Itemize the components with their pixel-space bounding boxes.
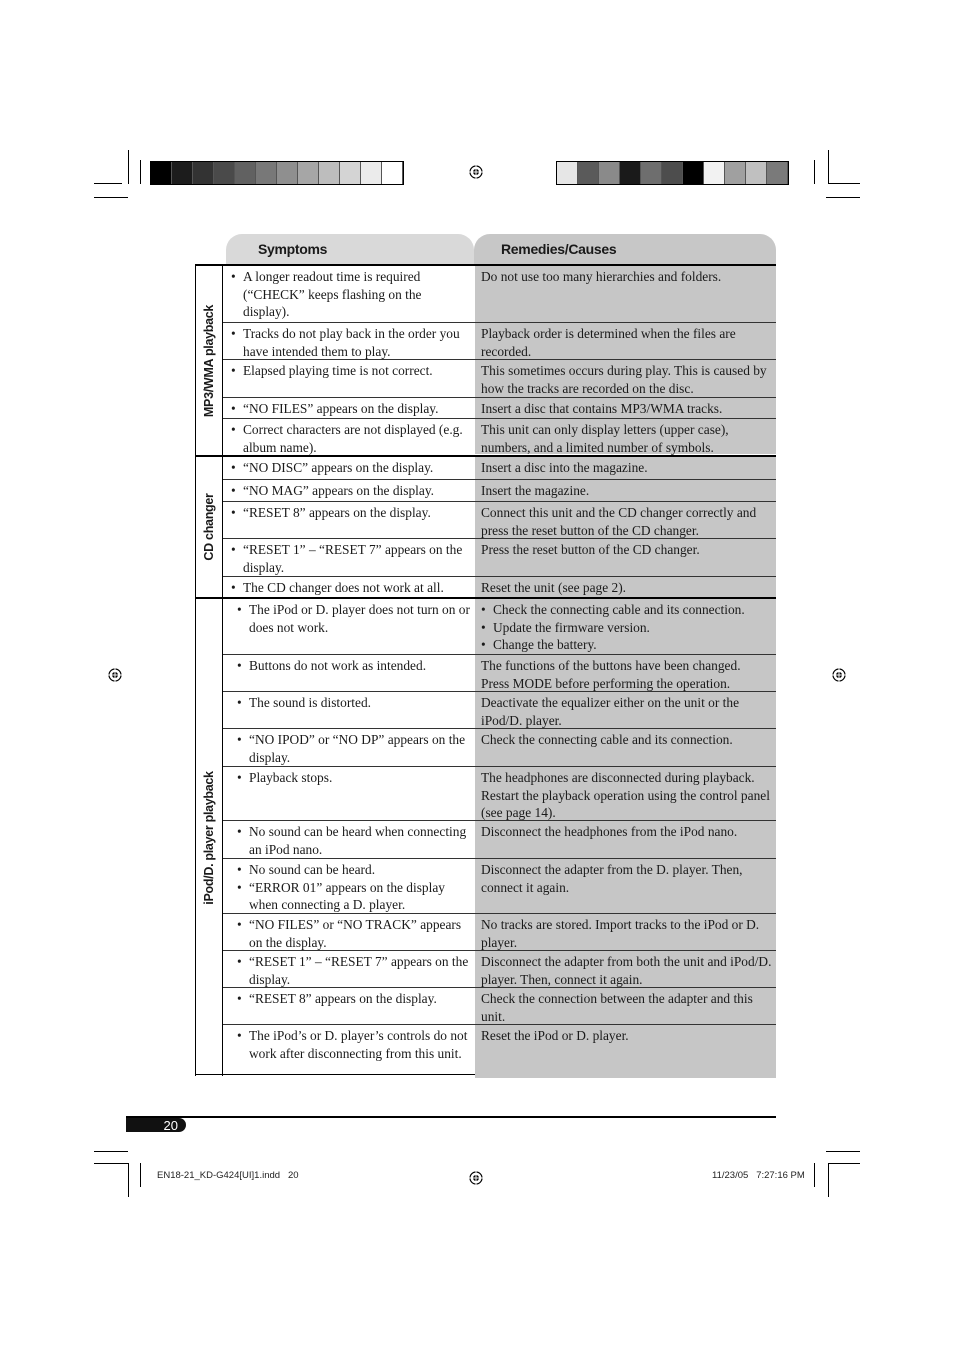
- remedy-text: Do not use too many hierarchies and folders.: [481, 269, 722, 284]
- remedy-text: Deactivate the equalizer either on the unit or the iPod/D. player.: [481, 695, 740, 728]
- table-row: [223, 457, 776, 479]
- color-swatch: [235, 162, 256, 184]
- symptom-text: • No sound can be heard when connecting an iPod nano.: [237, 823, 471, 858]
- remedy-text: The headphones are disconnected during playback. Restart the playback operation using the control panel (see page 14).: [481, 770, 770, 821]
- symptom-text: • “NO DISC” appears on the display.: [231, 459, 471, 477]
- color-swatch: [641, 162, 662, 184]
- remedy-cell: [475, 729, 776, 766]
- remedy-text: Check the connecting cable and its connection.: [481, 732, 733, 747]
- table-row: [223, 479, 776, 501]
- table-row: [223, 1024, 776, 1078]
- section-mp3-wma: [195, 266, 776, 455]
- color-swatch: [683, 162, 704, 184]
- color-swatch: [193, 162, 214, 184]
- symptom-cell: [223, 502, 475, 538]
- symptom-text: • “RESET 8” appears on the display.: [231, 504, 471, 522]
- remedy-text: Connect this unit and the CD changer correctly and press the reset button of the CD changer.: [481, 505, 757, 538]
- symptom-cell: [223, 951, 475, 987]
- color-swatch: [578, 162, 599, 184]
- symptom-cell: [223, 577, 475, 597]
- remedy-text: Insert the magazine.: [481, 483, 590, 498]
- remedy-text: Disconnect the adapter from the D. player. Then, connect it again.: [481, 862, 743, 895]
- symptom-cell: [223, 914, 475, 950]
- remedy-text: Press the reset button of the CD changer.: [481, 542, 700, 557]
- symptom-text: • “RESET 1” – “RESET 7” appears on the display.: [231, 541, 471, 576]
- section-label: CD changer: [196, 457, 223, 597]
- table-row: [223, 987, 776, 1024]
- color-swatch: [620, 162, 641, 184]
- remedy-cell: [475, 502, 776, 538]
- remedy-cell: [475, 577, 776, 597]
- table-row: [223, 397, 776, 418]
- symptom-text: • No sound can be heard.: [237, 861, 471, 879]
- remedy-text: Playback order is determined when the files are recorded.: [481, 326, 736, 359]
- table-row: [223, 359, 776, 397]
- symptom-cell: [223, 457, 475, 479]
- symptom-cell: [223, 360, 475, 397]
- color-swatch: [172, 162, 193, 184]
- symptom-text: • A longer readout time is required (“CHECK” keeps flashing on the display).: [231, 268, 471, 321]
- color-swatch: [704, 162, 725, 184]
- color-swatch: [382, 162, 403, 184]
- symptom-text: • Correct characters are not displayed (e.g. album name).: [231, 421, 471, 456]
- remedy-text: Disconnect the adapter from both the unit and iPod/D. player. Then, connect it again.: [481, 954, 772, 987]
- remedy-text: Reset the unit (see page 2).: [481, 580, 627, 595]
- table-row: [223, 322, 776, 359]
- symptom-cell: [223, 323, 475, 359]
- registration-mark-icon: [108, 668, 122, 682]
- symptom-cell: [223, 539, 475, 576]
- remedy-cell: [475, 767, 776, 820]
- remedy-text: Disconnect the headphones from the iPod nano.: [481, 824, 738, 839]
- symptom-cell: [223, 398, 475, 418]
- symptom-cell: [223, 599, 475, 654]
- remedy-cell: [475, 599, 776, 654]
- table-row: [223, 538, 776, 576]
- symptom-cell: [223, 767, 475, 820]
- symptom-text: • The sound is distorted.: [237, 694, 471, 712]
- symptom-text: • Playback stops.: [237, 769, 471, 787]
- symptom-cell: [223, 729, 475, 766]
- color-calibration-bar-right: [556, 161, 789, 185]
- remedy-cell: [475, 323, 776, 359]
- color-swatch: [746, 162, 767, 184]
- remedy-cell: [475, 692, 776, 728]
- symptom-text: • The iPod’s or D. player’s controls do not work after disconnecting from this unit.: [237, 1027, 471, 1062]
- page-rule: [126, 1116, 776, 1118]
- date-slug: 11/23/05 7:27:16 PM: [712, 1170, 805, 1181]
- remedy-cell: [475, 360, 776, 397]
- color-swatch: [361, 162, 382, 184]
- remedy-cell: [475, 655, 776, 691]
- remedy-cell: [475, 859, 776, 913]
- remedy-text: The functions of the buttons have been changed. Press MODE before performing the operation.: [481, 658, 741, 691]
- file-slug: EN18-21_KD-G424[UI]1.indd 20: [157, 1170, 299, 1181]
- remedy-text: This sometimes occurs during play. This is caused by how the tracks are recorded on the disc.: [481, 363, 767, 396]
- color-swatch: [151, 162, 172, 184]
- remedy-cell: [475, 480, 776, 501]
- remedy-cell: [475, 539, 776, 576]
- color-swatch: [767, 162, 788, 184]
- color-swatch: [214, 162, 235, 184]
- remedy-cell: [475, 419, 776, 454]
- remedy-cell: [475, 914, 776, 950]
- troubleshooting-table: [195, 264, 776, 1075]
- section-ipod-player: [195, 597, 776, 1076]
- table-row: [223, 576, 776, 597]
- symptom-text: • The CD changer does not work at all.: [231, 579, 471, 597]
- remedy-text: Insert a disc that contains MP3/WMA tracks.: [481, 401, 723, 416]
- remedy-text: • Update the firmware version.: [481, 619, 772, 637]
- symptom-cell: [223, 419, 475, 454]
- remedy-cell: [475, 988, 776, 1024]
- symptom-text: • “NO IPOD” or “NO DP” appears on the display.: [237, 731, 471, 766]
- registration-mark-icon: [469, 165, 483, 179]
- color-swatch: [277, 162, 298, 184]
- color-swatch: [319, 162, 340, 184]
- color-swatch: [599, 162, 620, 184]
- symptom-cell: [223, 480, 475, 501]
- symptom-cell: [223, 988, 475, 1024]
- symptom-text: • “ERROR 01” appears on the display when connecting a D. player.: [237, 879, 471, 914]
- table-row: [223, 820, 776, 858]
- color-swatch: [256, 162, 277, 184]
- table-row: [223, 950, 776, 987]
- remedy-cell: [475, 951, 776, 987]
- symptom-text: • Tracks do not play back in the order you have intended them to play.: [231, 325, 471, 360]
- table-row: [223, 728, 776, 766]
- table-row: [223, 766, 776, 820]
- symptom-text: • “RESET 8” appears on the display.: [237, 990, 471, 1008]
- table-row: [223, 858, 776, 913]
- remedy-cell: [475, 457, 776, 479]
- symptom-text: • “RESET 1” – “RESET 7” appears on the display.: [237, 953, 471, 988]
- color-swatch: [725, 162, 746, 184]
- color-swatch: [340, 162, 361, 184]
- symptom-cell: [223, 1025, 475, 1078]
- remedy-cell: [475, 398, 776, 418]
- remedy-text: Insert a disc into the magazine.: [481, 460, 648, 475]
- table-row: [223, 599, 776, 654]
- symptom-text: • “NO MAG” appears on the display.: [231, 482, 471, 500]
- color-swatch: [298, 162, 319, 184]
- table-row: [223, 501, 776, 538]
- symptom-text: • Elapsed playing time is not correct.: [231, 362, 471, 380]
- table-row: [223, 691, 776, 728]
- symptoms-header: Symptoms: [226, 234, 474, 264]
- symptom-text: • Buttons do not work as intended.: [237, 657, 471, 675]
- registration-mark-icon: [469, 1171, 483, 1185]
- registration-mark-icon: [832, 668, 846, 682]
- color-calibration-bar-left: [150, 161, 404, 185]
- page-number: 20: [126, 1118, 186, 1132]
- symptom-text: • “NO FILES” or “NO TRACK” appears on the display.: [237, 916, 471, 951]
- remedies-header: Remedies/Causes: [474, 234, 776, 264]
- section-label: MP3/WMA playback: [196, 266, 223, 455]
- symptom-cell: [223, 692, 475, 728]
- table-row: [223, 654, 776, 691]
- remedy-cell: [475, 1025, 776, 1078]
- symptom-text: • The iPod or D. player does not turn on or does not work.: [237, 601, 471, 636]
- symptom-cell: [223, 821, 475, 858]
- remedy-text: No tracks are stored. Import tracks to the iPod or D. player.: [481, 917, 760, 950]
- symptom-cell: [223, 655, 475, 691]
- remedy-cell: [475, 266, 776, 322]
- remedy-text: Reset the iPod or D. player.: [481, 1028, 629, 1043]
- remedy-text: • Check the connecting cable and its connection.: [481, 601, 772, 619]
- table-row: [223, 913, 776, 950]
- remedy-cell: [475, 821, 776, 858]
- remedy-text: • Change the battery.: [481, 636, 772, 654]
- remedy-text: Check the connection between the adapter and this unit.: [481, 991, 753, 1024]
- table-row: [223, 266, 776, 322]
- color-swatch: [662, 162, 683, 184]
- remedy-text: This unit can only display letters (upper case), numbers, and a limited number of symbols.: [481, 422, 729, 455]
- table-row: [223, 418, 776, 454]
- section-label: iPod/D. player playback: [196, 599, 223, 1076]
- symptom-cell: [223, 859, 475, 913]
- symptom-cell: [223, 266, 475, 322]
- symptom-text: • “NO FILES” appears on the display.: [231, 400, 471, 418]
- color-swatch: [557, 162, 578, 184]
- section-cd-changer: [195, 455, 776, 597]
